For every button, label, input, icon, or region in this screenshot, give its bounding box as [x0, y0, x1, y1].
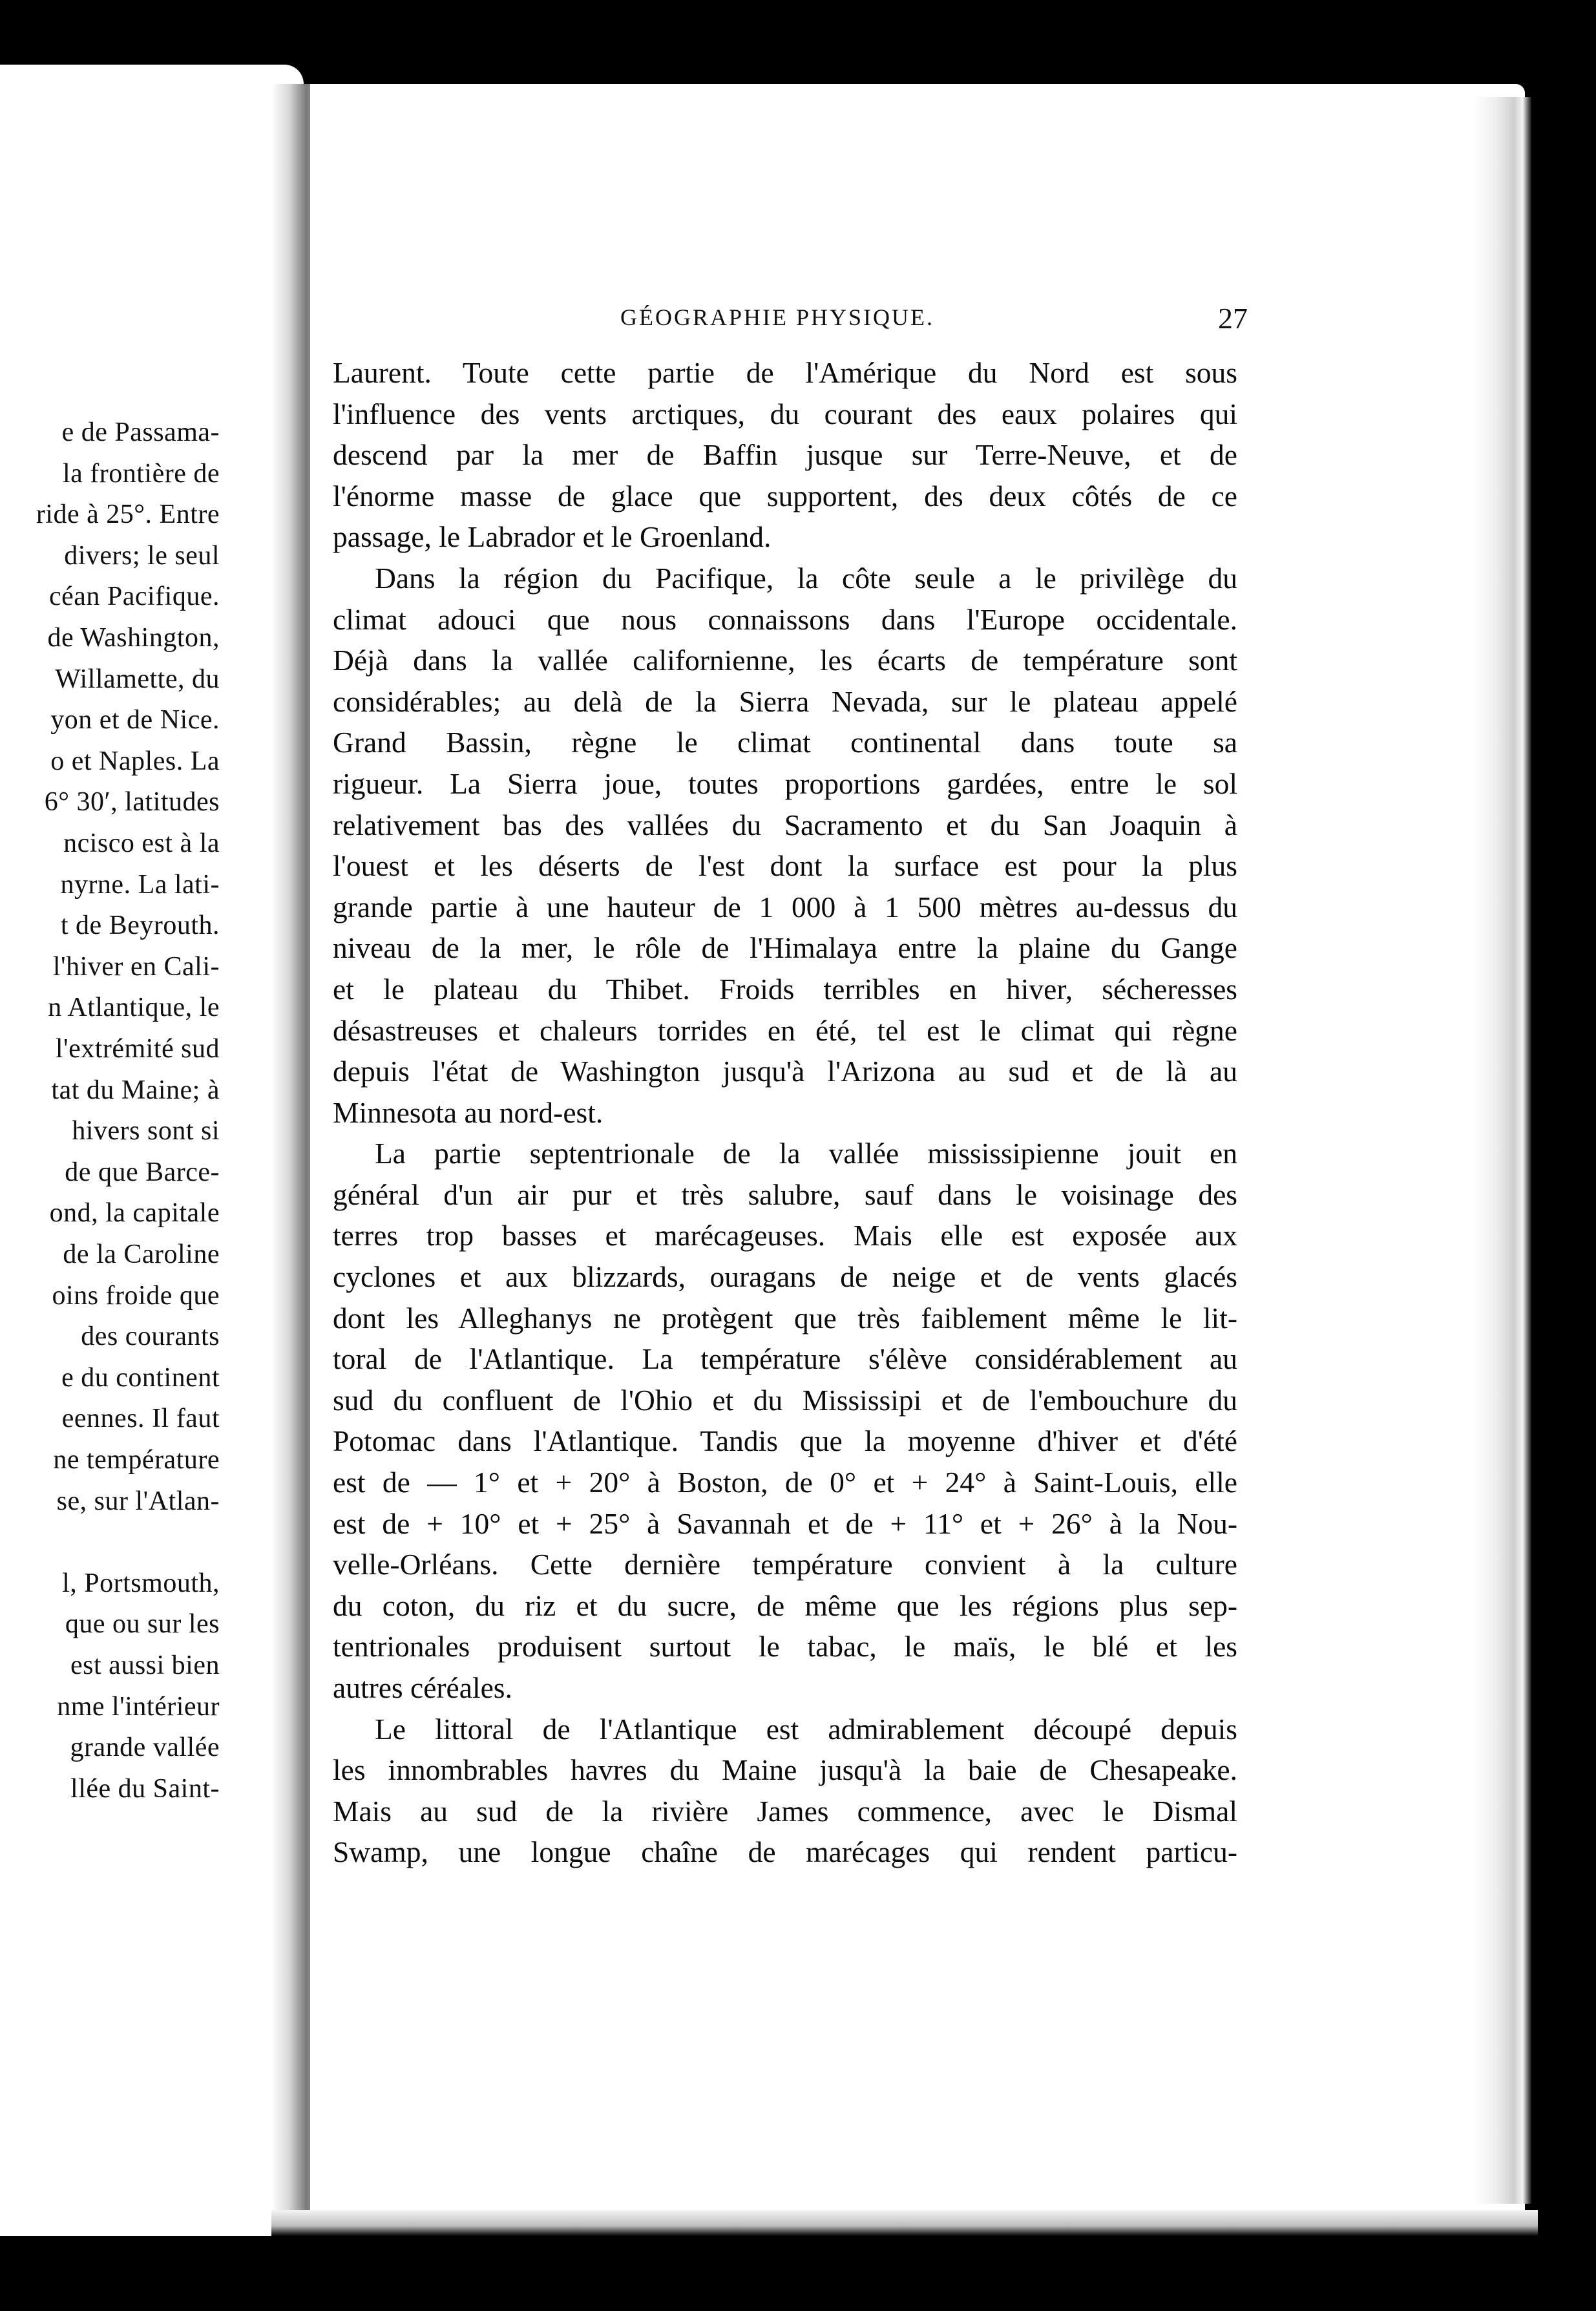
body-line: climat adouci que nous connaissons dans l'Europe occidentale. — [333, 602, 1237, 636]
left-page-line: n Atlantique, le — [48, 993, 220, 1023]
page-edge-bottom — [271, 2210, 1538, 2236]
left-page-line: ond, la capitale — [49, 1198, 220, 1229]
running-header: GÉOGRAPHIE PHYSIQUE. — [620, 304, 935, 330]
body-line: Déjà dans la vallée californienne, les écarts de température sont — [333, 644, 1237, 677]
body-line: toral de l'Atlantique. La température s'élève considérablement au — [333, 1342, 1237, 1376]
body-line: général d'un air pur et très salubre, sauf dans le voisinage des — [333, 1177, 1237, 1211]
left-page-line: eennes. Il faut — [61, 1404, 220, 1434]
left-page-line: e du continent — [61, 1362, 220, 1393]
left-page-line: de la Caroline — [63, 1240, 220, 1269]
body-line: relativement bas des vallées du Sacramento et du San Joaquin à — [333, 808, 1237, 841]
facing-page-left — [0, 65, 304, 2236]
body-line: cyclones et aux blizzards, ouragans de neige et de vents glacés — [333, 1260, 1237, 1294]
left-page-line: nyrne. La lati- — [60, 869, 220, 900]
body-line: passage, le Labrador et le Groenland. — [333, 520, 772, 554]
left-page-line: ncisco est à la — [63, 828, 220, 858]
left-page-line: ride à 25°. Entre — [36, 500, 220, 530]
left-page-line: ne température — [53, 1445, 220, 1475]
left-page-line: l'hiver en Cali- — [52, 951, 220, 982]
left-page-line: o et Naples. La — [50, 746, 220, 776]
body-line: grande partie à une hauteur de 1 000 à 1 500 mètres au-dessus du — [333, 890, 1237, 923]
body-line: Minnesota au nord-est. — [333, 1095, 604, 1129]
left-page-line: hivers sont si — [72, 1116, 220, 1146]
left-page-line: Willamette, du — [55, 664, 220, 694]
left-page-line: céan Pacifique. — [48, 582, 220, 612]
body-line: tentrionales produisent surtout le tabac, le maïs, le blé et les — [333, 1630, 1237, 1663]
left-page-line: de Washington, — [47, 623, 220, 653]
left-page-line: llée du Saint- — [70, 1773, 220, 1804]
body-line: dont les Alleghanys ne protègent que très faiblement même le lit- — [333, 1301, 1237, 1335]
left-page-line: de que Barce- — [65, 1157, 220, 1187]
body-line: et le plateau du Thibet. Froids terribles en hiver, sécheresses — [333, 972, 1237, 1006]
body-line: descend par la mer de Baffin jusque sur Terre-Neuve, et de — [333, 438, 1237, 472]
body-line: rigueur. La Sierra joue, toutes proportions gardées, entre le sol — [333, 766, 1237, 800]
left-page-line: la frontière de — [62, 458, 220, 489]
body-line: La partie septentrionale de la vallée mississipienne jouit en — [375, 1137, 1237, 1170]
body-line: l'ouest et les déserts de l'est dont la surface est pour la plus — [333, 849, 1237, 883]
body-line: autres céréales. — [333, 1671, 512, 1704]
left-page-line: est aussi bien — [70, 1651, 220, 1680]
body-line: terres trop basses et marécageuses. Mais elle est exposée aux — [333, 1219, 1237, 1252]
body-line: l'énorme masse de glace que supportent, des deux côtés de ce — [333, 479, 1237, 512]
body-line: les innombrables havres du Maine jusqu'à la baie de Chesapeake. — [333, 1753, 1237, 1787]
body-line: Swamp, une longue chaîne de marécages qui rendent particu- — [333, 1835, 1237, 1869]
left-page-line: tat du Maine; à — [51, 1075, 220, 1105]
page-edge-right — [1473, 97, 1531, 2204]
left-page-line: l, Portsmouth, — [62, 1568, 220, 1598]
body-line: du coton, du riz et du sucre, de même que les régions plus sep- — [333, 1588, 1237, 1622]
body-line: Le littoral de l'Atlantique est admirablement découpé depuis — [375, 1712, 1237, 1746]
left-page-line: t de Beyrouth. — [60, 911, 220, 941]
body-line: niveau de la mer, le rôle de l'Himalaya entre la plaine du Gange — [333, 931, 1237, 965]
body-line: est de + 10° et + 25° à Savannah et de + 11° et + 26° à la Nou- — [333, 1506, 1237, 1540]
body-line: Grand Bassin, règne le climat continental dans toute sa — [333, 726, 1237, 759]
body-line: depuis l'état de Washington jusqu'à l'Arizona au sud et de là au — [333, 1055, 1237, 1088]
left-page-line: e de Passama- — [61, 417, 220, 447]
body-line: est de — 1° et + 20° à Boston, de 0° et + 24° à Saint-Louis, elle — [333, 1466, 1237, 1499]
body-line: Dans la région du Pacifique, la côte seule a le privilège du — [375, 561, 1237, 595]
page-number: 27 — [1218, 302, 1248, 335]
left-page-line: divers; le seul — [64, 540, 220, 571]
body-text — [333, 352, 1237, 1873]
body-line: Potomac dans l'Atlantique. Tandis que la moyenne d'hiver et d'été — [333, 1424, 1237, 1458]
left-page-line: l'extrémité sud — [55, 1034, 220, 1064]
body-line: considérables; au delà de la Sierra Nevada, sur le plateau appelé — [333, 684, 1237, 718]
left-page-line: 6° 30′, latitudes — [44, 787, 220, 818]
left-page-line: des courants — [81, 1322, 220, 1352]
body-line: désastreuses et chaleurs torrides en été, tel est le climat qui règne — [333, 1013, 1237, 1047]
body-line: l'influence des vents arctiques, du courant des eaux polaires qui — [333, 397, 1237, 430]
left-page-line: yon et de Nice. — [50, 705, 220, 735]
left-page-line: grande vallée — [70, 1733, 220, 1763]
body-line: Mais au sud de la rivière James commence, avec le Dismal — [333, 1794, 1237, 1828]
body-line: Laurent. Toute cette partie de l'Amérique du Nord est sous — [333, 356, 1237, 389]
body-line: sud du confluent de l'Ohio et du Mississipi et de l'embouchure du — [333, 1383, 1237, 1417]
left-page-line: que ou sur les — [65, 1609, 220, 1640]
left-page-line: oins froide que — [52, 1280, 220, 1311]
left-page-line: se, sur l'Atlan- — [56, 1486, 220, 1516]
body-line: velle-Orléans. Cette dernière température convient à la culture — [333, 1548, 1237, 1581]
left-page-line: nme l'intérieur — [57, 1691, 220, 1722]
